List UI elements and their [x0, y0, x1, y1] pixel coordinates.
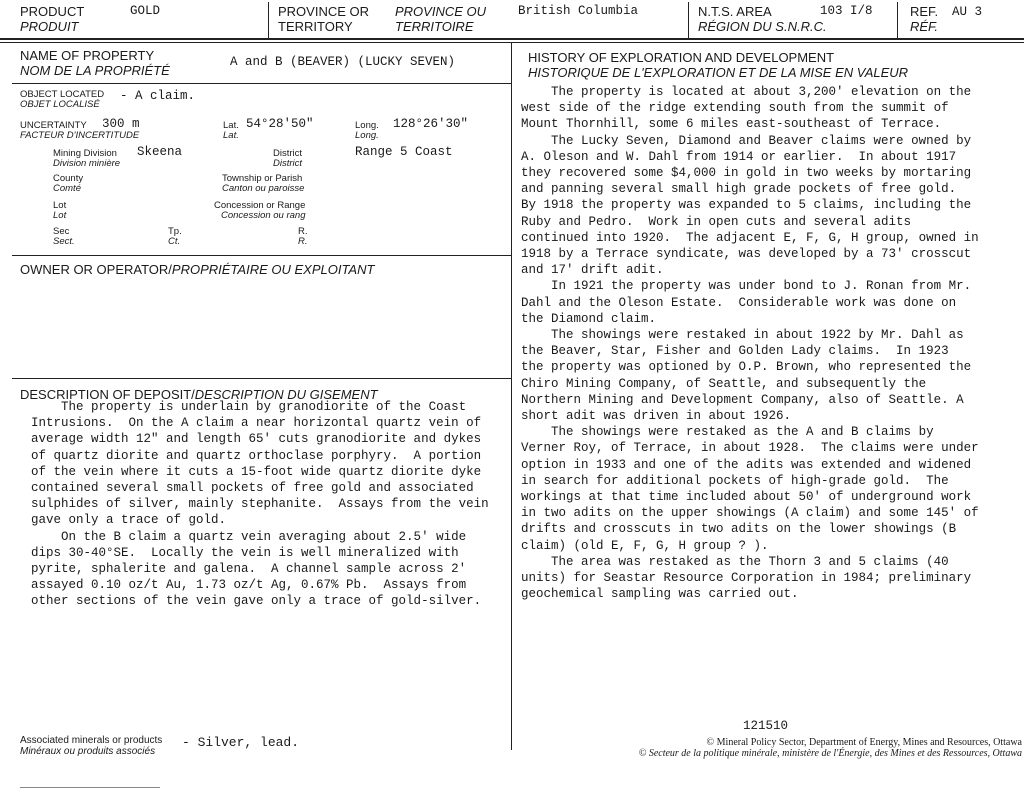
history-label-fr: HISTORIQUE DE L'EXPLORATION ET DE LA MISE EN VALEUR — [528, 65, 909, 80]
uncertainty-label-fr: FACTEUR D'INCERTITUDE — [20, 130, 140, 141]
header-bottom-rule-2 — [0, 42, 1024, 43]
long-value: 128°26'30" — [393, 117, 469, 131]
product-label-fr: PRODUIT — [20, 19, 79, 34]
owner-label-fr: PROPRIÉTAIRE OU EXPLOITANT — [171, 262, 375, 277]
long-label-fr: Long. — [355, 130, 379, 141]
copyright-en: © Mineral Policy Sector, Department of Energy, Mines and Resources, Ottawa — [706, 737, 1022, 748]
concession-label: Concession or Range — [214, 200, 306, 211]
associated-minerals-label: Associated minerals or products — [20, 735, 163, 746]
sec-label: Sec — [53, 226, 70, 237]
r-label-fr: R. — [298, 236, 308, 247]
object-located-value: - A claim. — [120, 89, 196, 103]
province-label-2: TERRITORY — [278, 19, 353, 34]
description-label: DESCRIPTION OF DEPOSIT/ — [20, 387, 195, 402]
object-located-label: OBJECT LOCATED — [20, 89, 105, 100]
province-label-fr-2: TERRITOIRE — [395, 19, 474, 34]
location-rule — [12, 255, 511, 256]
document-number: 121510 — [743, 719, 789, 733]
property-name-label: NAME OF PROPERTY — [20, 48, 155, 63]
description-label-fr: DESCRIPTION DU GISEMENT — [194, 387, 378, 402]
county-label: County — [53, 173, 84, 184]
mining-division-label-fr: Division minière — [53, 158, 121, 169]
ref-label-fr: RÉF. — [910, 19, 938, 34]
property-name-value: A and B (BEAVER) (LUCKY SEVEN) — [230, 55, 456, 69]
district-value: Range 5 Coast — [355, 145, 453, 159]
header-divider-3 — [897, 2, 898, 38]
uncertainty-label: UNCERTAINTY — [20, 120, 87, 131]
lot-label: Lot — [53, 200, 67, 211]
description-text: The property is underlain by granodiorite of the Coast Intrusions. On the A claim a near horizontal quartz vein of average width 12" and length 65' cuts granodiorite and dykes of quartz diorite and quartz orthoclase porphyry. A portion of the vein where it cuts a 15-foot wide quartz diorite dyke contained several small pockets of free gold and associated sulphides of silver, mainly stephanite. Assays from the vein gave only a trace of gold. On the B claim a quartz vein averaging about 2.5' wide dips 30-40°SE. Locally the vein is well mineralized with pyrite, sphalerite and galena. A channel sample across 2' assayed 0.10 oz/t Au, 1.73 oz/t Ag, 0.67% Pb. Assays from other sections of the vein gave only a trace of gold-silver. — [31, 400, 489, 609]
uncertainty-value: 300 m — [102, 117, 140, 131]
district-label: District — [273, 148, 303, 159]
owner-label: OWNER OR OPERATOR/ — [20, 262, 172, 277]
tp-label: Tp. — [168, 226, 182, 237]
long-label: Long. — [355, 120, 379, 131]
history-label: HISTORY OF EXPLORATION AND DEVELOPMENT — [528, 50, 835, 65]
copyright-fr: © Secteur de la politique minérale, ministère de l'Énergie, des Mines et des Ressources, Ottawa — [638, 748, 1022, 759]
associated-minerals-value: - Silver, lead. — [182, 735, 300, 750]
column-divider — [511, 42, 512, 750]
nts-value: 103 I/8 — [820, 4, 873, 18]
name-rule — [12, 83, 511, 84]
lat-value: 54°28'50" — [246, 117, 314, 131]
header-divider-1 — [268, 2, 269, 38]
tp-label-fr: Ct. — [168, 236, 181, 247]
product-value: GOLD — [130, 4, 161, 18]
property-name-label-fr: NOM DE LA PROPRIÉTÉ — [20, 63, 170, 78]
lat-label-fr: Lat. — [223, 130, 239, 141]
ref-label: REF. — [910, 4, 939, 19]
district-label-fr: District — [273, 158, 303, 169]
province-label-fr: PROVINCE OU — [395, 4, 487, 19]
ref-value: AU 3 — [952, 5, 983, 19]
lat-label: Lat. — [223, 120, 239, 131]
header-bottom-rule — [0, 38, 1024, 40]
footer-underline — [20, 787, 160, 788]
product-label: PRODUCT — [20, 4, 85, 19]
associated-minerals-label-fr: Minéraux ou produits associés — [20, 746, 156, 757]
object-located-label-fr: OBJET LOCALISÉ — [20, 99, 100, 110]
history-text: The property is located at about 3,200' elevation on the west side of the ridge extending south from the summit of Mount Thornhill, some 6 miles east-southeast of Terrace. The Lucky Seven, Diamond and Beaver claims were owned by A. Oleson and W. Dahl from 1914 or earlier. In about 1917 they recovered some $4,000 in gold in two weeks by mortaring and panning several small high grade pockets of free gold. By 1918 the property was expanded to 5 claims, including the Ruby and Pedro. Work in open cuts and several adits continued into 1920. The adjacent E, F, G, H group, owned in 1918 by a Terrace syndicate, was developed by a 73' crosscut and 17' drift adit. In 1921 the property was under bond to J. Ronan from Mr. Dahl and the Oleson Estate. Considerable work was done on the Diamond claim. The showings were restaked in about 1922 by Mr. Dahl as the Beaver, Star, Fisher and Golden Lady claims. In 1923 the property was optioned by O.P. Brown, who represented the Chiro Mining Company, of Seattle, and subsequently the Northern Mining and Development Company, also of Seattle. A short adit was driven in about 1926. The showings were restaked as the A and B claims by Verner Roy, of Terrace, in about 1928. The claims were under option in 1933 and one of the adits was extended and widened in search for additional pockets of high-grade gold. The workings at that time included about 50' of underground work in two adits on the upper showings (A claim) and some 145' of drifts and crosscuts in two adits on the lower showings (B claim) (old E, F, G, H group ? ). The area was restaked as the Thorn 3 and 5 claims (40 units) for Seastar Resource Corporation in 1984; preliminary geochemical sampling was carried out. — [521, 85, 979, 602]
county-label-fr: Comté — [53, 183, 81, 194]
nts-label-fr: RÉGION DU S.N.R.C. — [698, 19, 827, 34]
r-label: R. — [298, 226, 308, 237]
owner-heading — [20, 261, 374, 279]
sec-label-fr: Sect. — [53, 236, 75, 247]
mining-division-label: Mining Division — [53, 148, 117, 159]
township-label: Township or Parish — [222, 173, 303, 184]
mining-division-value: Skeena — [137, 145, 183, 159]
header-divider-2 — [688, 2, 689, 38]
concession-label-fr: Concession ou rang — [221, 210, 306, 221]
nts-label: N.T.S. AREA — [698, 4, 772, 19]
province-value: British Columbia — [518, 4, 639, 18]
province-label: PROVINCE OR — [278, 4, 370, 19]
lot-label-fr: Lot — [53, 210, 67, 221]
owner-rule — [12, 378, 511, 379]
township-label-fr: Canton ou paroisse — [222, 183, 305, 194]
